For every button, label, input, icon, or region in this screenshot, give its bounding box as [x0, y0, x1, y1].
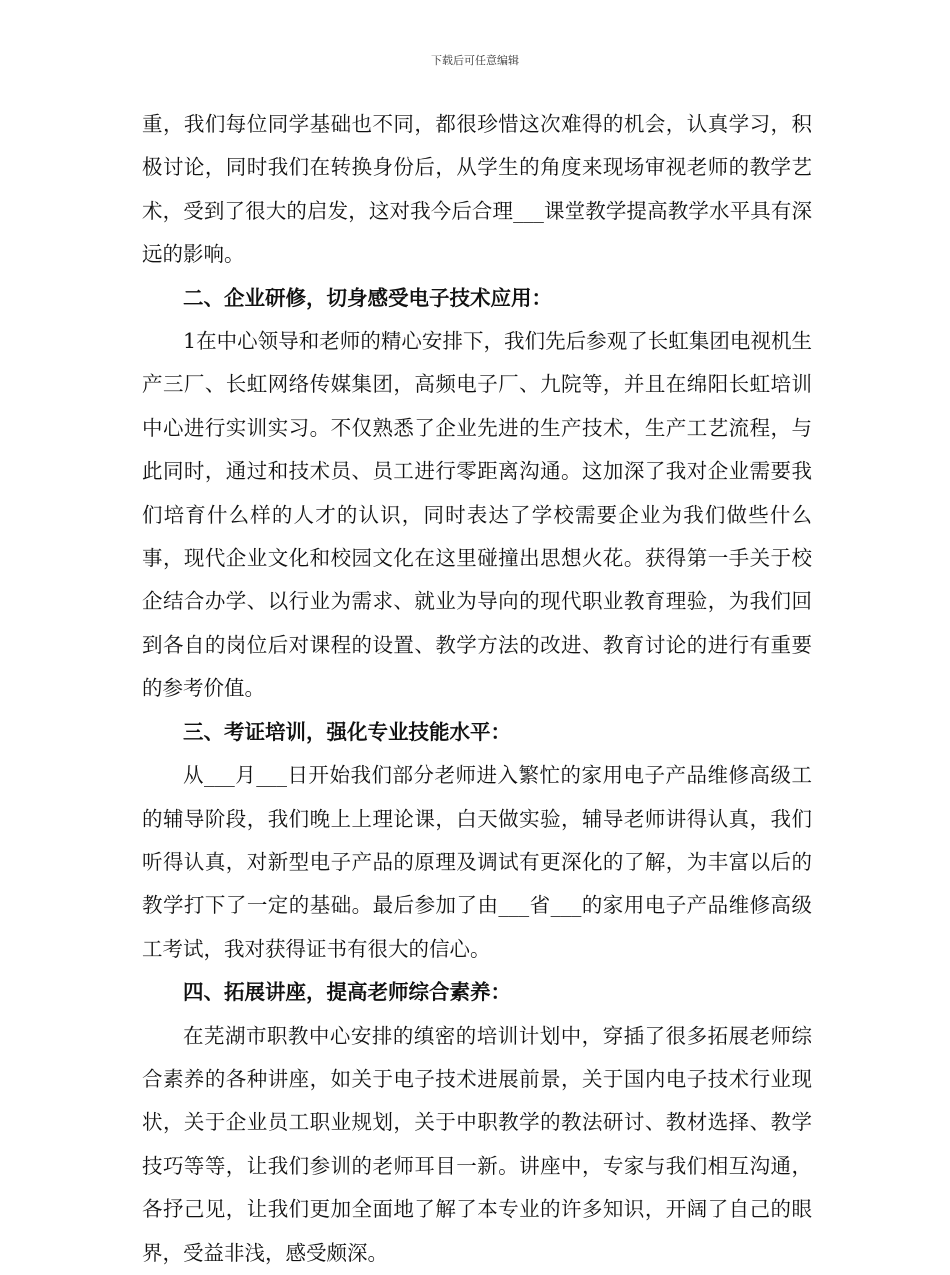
document-body [142, 103, 812, 1275]
paragraph-2: 1在中心领导和老师的精心安排下，我们先后参观了长虹集团电视机生产三厂、长虹网络传媒集团，高频电子厂、九院等，并且在绵阳长虹培训中心进行实训实习。不仅熟悉了企业先进的生产技术，生产工艺流程，与此同时，通过和技术员、员工进行零距离沟通。这加深了我对企业需要我们培育什么样的人才的认识，同时表达了学校需要企业为我们做些什么事，现代企业文化和校园文化在这里碰撞出思想火花。获得第一手关于校企结合办学、以行业为需求、就业为导向的现代职业教育理验，为我们回到各自的岗位后对课程的设置、教学方法的改进、教育讨论的进行有重要的参考价值。 [142, 329, 812, 701]
section-heading-3: 三、考证培训，强化专业技能水平： [183, 719, 511, 744]
section-heading-4: 四、拓展讲座，提高老师综合素养： [183, 980, 511, 1005]
page-header: 下载后可任意编辑 [431, 54, 519, 67]
section-heading-2: 二、企业研修，切身感受电子技术应用： [183, 285, 552, 310]
paragraph-4: 在芜湖市职教中心安排的缜密的培训计划中，穿插了很多拓展老师综合素养的各种讲座，如关于电子技术进展前景，关于国内电子技术行业现状，关于企业员工职业规划，关于中职教学的教法研讨、教材选择、教学技巧等等，让我们参训的老师耳目一新。讲座中，专家与我们相互沟通，各抒己见，让我们更加全面地了解了本专业的许多知识，开阔了自己的眼界，受益非浅，感受颇深。 [142, 1023, 812, 1265]
paragraph-1: 重，我们每位同学基础也不同，都很珍惜这次难得的机会，认真学习，积极讨论，同时我们在转换身份后，从学生的角度来现场审视老师的教学艺术，受到了很大的启发，这对我今后合理___课堂教学提高教学水平具有深远的影响。 [142, 112, 812, 267]
paragraph-3: 从___月___日开始我们部分老师进入繁忙的家用电子产品维修高级工的辅导阶段，我们晚上上理论课，白天做实验，辅导老师讲得认真，我们听得认真，对新型电子产品的原理及调试有更深化的了解，为丰富以后的教学打下了一定的基础。最后参加了由___省___的家用电子产品维修高级工考试，我对获得证书有很大的信心。 [142, 763, 812, 961]
